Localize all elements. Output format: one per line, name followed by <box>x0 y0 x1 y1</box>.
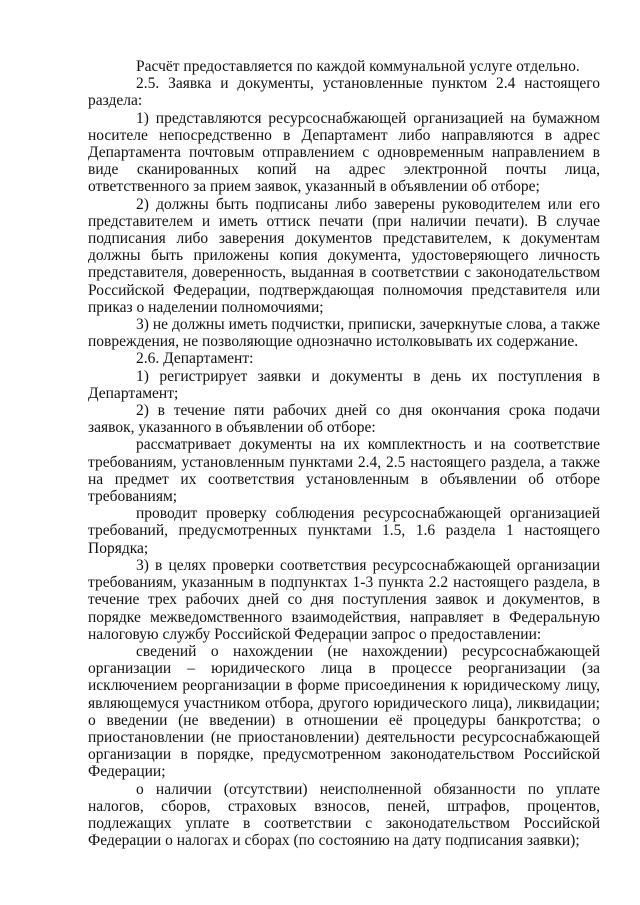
paragraph-2-5-item-1: 1) представляются ресурсоснабжающей организацией на бумажном носителе непосредственно в Департамент либо направляются в адрес Департамента почтовым отправлением с одновременным направлением в виде сканированных копий на адрес электронной почты лица, ответственного за прием заявок, указанный в объявлении об отборе; <box>88 109 600 196</box>
paragraph-2-6-item-2-review: рассматривает документы на их комплектность и на соответствие требованиям, установленным пунктами 2.4, 2.5 настоящего раздела, а также на предмет их соответствия установленным в объявлении об отборе требованиям; <box>88 436 600 506</box>
paragraph-2-6-item-2: 2) в течение пяти рабочих дней со дня окончания срока подачи заявок, указанного в объявлении об отборе: <box>88 402 600 437</box>
document-page <box>88 58 600 849</box>
paragraph-2-5-item-3: 3) не должны иметь подчистки, приписки, зачеркнутые слова, а также повреждения, не позволяющие однозначно истолковывать их содержание. <box>88 316 600 351</box>
paragraph-2-6-heading: 2.6. Департамент: <box>136 350 254 368</box>
paragraph-2-6-item-1: 1) регистрирует заявки и документы в день их поступления в Департамент; <box>88 367 600 402</box>
paragraph-2-5-item-2: 2) должны быть подписаны либо заверены руководителем или его представителем и иметь оттиск печати (при наличии печати). В случае подписания либо заверения документов представителем, к документам должны быть приложены копия документа, удостоверяющего личность представителя, доверенность, выданная в соответствии с законодательством Российской Федерации, подтверждающая полномочия представителя или приказ о наделении полномочиями; <box>88 195 600 316</box>
paragraph-2-6-item-3: 3) в целях проверки соответствия ресурсоснабжающей организации требованиям, указанным в подпунктах 1-3 пункта 2.2 настоящего раздела, в течение трех рабочих дней со дня поступления заявок и документов, в порядке межведомственного взаимодействия, направляет в Федеральную налоговую службу Российской Федерации запрос о предоставлении: <box>88 556 600 643</box>
paragraph-2-6-item-3-info-reorganization: сведений о нахождении (не нахождении) ресурсоснабжающей организации – юридического лица в процессе реорганизации (за исключением реорганизации в форме присоединения к юридическому лицу, являющемуся участником отбора, другого юридического лица), ликвидации; о введении (не введении) в отношении её процедуры банкротства; о приостановлении (не приостановлении) деятельности ресурсоснабжающей организации в порядке, предусмотренном законодательством Российской Федерации; <box>88 642 600 781</box>
paragraph-2-5-heading: 2.5. Заявка и документы, установленные пунктом 2.4 настоящего раздела: <box>88 75 600 110</box>
paragraph-2-6-item-2-check: проводит проверку соблюдения ресурсоснабжающей организацией требований, предусмотренных пунктами 1.5, 1.6 раздела 1 настоящего Порядка; <box>88 505 600 557</box>
paragraph-2-6-item-3-info-taxes: о наличии (отсутствии) неисполненной обязанности по уплате налогов, сборов, страховых взносов, пеней, штрафов, процентов, подлежащих уплате в соответствии с законодательством Российской Федерации о налогах и сборах (по состоянию на дату подписания заявки); <box>88 780 600 850</box>
paragraph-calculation-note: Расчёт предоставляется по каждой коммунальной услуге отдельно. <box>136 58 580 75</box>
